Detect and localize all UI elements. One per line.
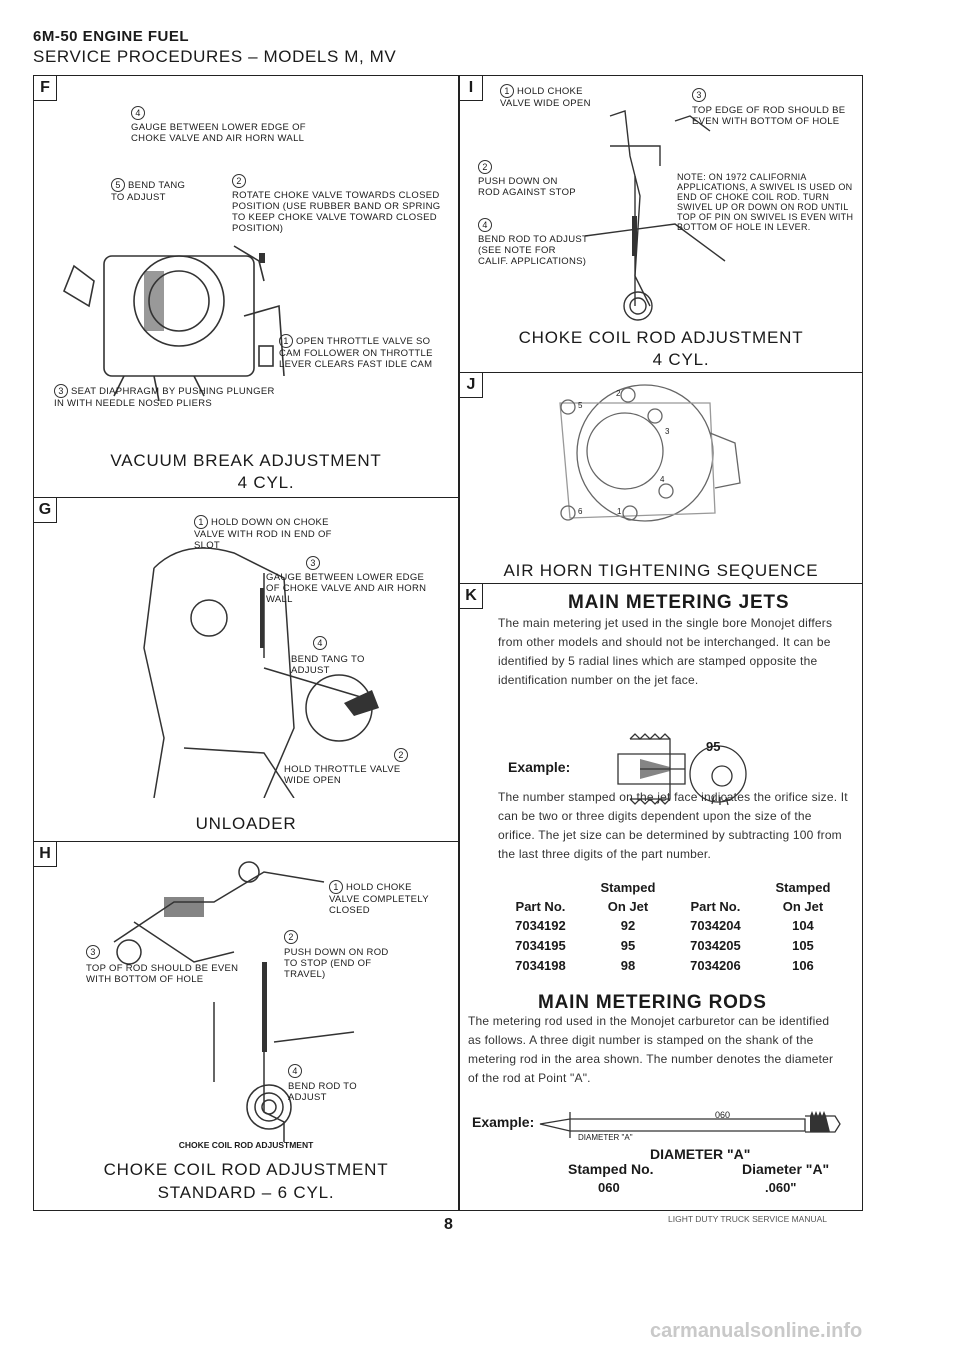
callout-f4: 4 GAUGE BETWEEN LOWER EDGE OF CHOKE VALVE AND AIR HORN WALL [131,108,306,144]
callout-h4: 4 BEND ROD TO ADJUST [288,1066,357,1103]
table-header-row-2 [498,895,848,914]
table-header [498,880,583,895]
screw-label-3: 3 [665,427,670,436]
main-metering-rods-title: MAIN METERING RODS [538,992,767,1013]
table-cell: 105 [792,938,814,953]
header-engine-fuel: 6M-50 ENGINE FUEL [33,28,190,45]
caption-vacuum-break: VACUUM BREAK ADJUSTMENT [110,451,382,470]
panel-j [459,372,863,584]
screw-label-6: 6 [578,507,583,516]
table-header: On Jet [782,899,824,914]
table-header: Stamped [600,880,656,895]
callout-h3: 3 TOP OF ROD SHOULD BE EVEN WITH BOTTOM OF HOLE [86,947,239,985]
panel-f [33,75,459,498]
header-service-procedures: SERVICE PROCEDURES – MODELS M, MV [33,47,397,66]
screw-label-1: 1 [617,507,622,516]
watermark: carmanualsonline.info [650,1320,863,1342]
table-header [673,880,758,895]
callout-i1: 1 HOLD CHOKE VALVE WIDE OPEN [500,86,591,109]
caption-standard-6cyl: STANDARD – 6 CYL. [157,1183,335,1202]
table-header: Part No. [690,899,741,914]
table-header: Part No. [515,899,566,914]
table-cell: 98 [620,958,636,973]
jets-paragraph-1: The main metering jet used in the single bore Monojet differs from other models and should not be interchanged. It can be identified by 5 radial lines which are stamped opposite the identification number on the jet face. [498,616,833,687]
rod-stamp-number: 060 [715,1110,731,1120]
rods-paragraph: The metering rod used in the Monojet carburetor can be identified as follows. A three digit number is stamped on the shank of the metering rod in the area shown. The number denotes the diameter of the rod at Point "A". [468,1014,834,1085]
manual-name: LIGHT DUTY TRUCK SERVICE MANUAL [668,1214,828,1224]
screw-label-2: 2 [616,389,621,398]
callout-g1: 1 HOLD DOWN ON CHOKE VALVE WITH ROD IN END OF SLOT [194,517,332,551]
panel-letter-k: K [460,584,483,609]
callout-g2: 2 HOLD THROTTLE VALVE WIDE OPEN [284,748,414,786]
callout-f2: 2 ROTATE CHOKE VALVE TOWARDS CLOSED POSITION (USE RUBBER BAND OR SPRING TO KEEP CHOKE VALVE TOWARD CLOSED POSITION) [232,176,441,234]
table-cell: 95 [620,938,636,953]
inner-label-choke-coil: CHOKE COIL ROD ADJUSTMENT [178,1140,314,1150]
callout-f3: 3 SEAT DIAPHRAGM BY PUSHING PLUNGER IN WITH NEEDLE NOSED PLIERS [54,386,275,409]
callout-h2: 2 PUSH DOWN ON ROD TO STOP (END OF TRAVEL) [284,932,389,980]
callout-i3: 3 TOP EDGE OF ROD SHOULD BE EVEN WITH BOTTOM OF HOLE [692,90,846,127]
air-horn-illustration [460,373,862,548]
table-header-row-1 [498,880,848,895]
panel-letter-i: I [460,76,483,101]
callout-i-note: NOTE: ON 1972 CALIFORNIA APPLICATIONS, A SWIVEL IS USED ON END OF CHOKE COIL ROD. TURN SWIVEL UP OR DOWN ON ROD UNTIL TOP OF PIN ON SWIVEL IS EVEN WITH BOTTOM OF HOLE IN LEVER. [677,172,854,232]
screw-label-4: 4 [660,475,665,484]
table-cell: 104 [792,918,814,933]
callout-f5: 5 BEND TANG TO ADJUST [111,180,186,203]
rod-diameter-label: DIAMETER "A" [578,1133,633,1142]
diameter-a-heading: DIAMETER "A" [650,1146,751,1162]
panel-g [33,497,459,842]
table-cell: 7034198 [515,958,566,973]
caption-4cyl-i: 4 CYL. [652,350,710,369]
caption-choke-coil-4cyl: CHOKE COIL ROD ADJUSTMENT [518,328,804,347]
caption-unloader: UNLOADER [195,814,297,833]
callout-g4: 4 BEND TANG TO ADJUST [291,638,365,676]
stamped-no-value: 060 [598,1180,620,1195]
table-cell: 7034206 [690,958,741,973]
caption-choke-coil-6cyl: CHOKE COIL ROD ADJUSTMENT [103,1160,389,1179]
panel-i [459,75,863,373]
panel-letter-j: J [460,373,483,398]
panel-letter-h: H [34,842,57,867]
table-cell: 7034195 [515,938,566,953]
jets-part-table [498,880,848,973]
table-header: Stamped [775,880,831,895]
table-cell: 106 [792,958,814,973]
panel-letter-f: F [34,76,57,101]
table-row [498,953,848,973]
jet-example-label: Example: [508,759,571,775]
callout-i4: 4 BEND ROD TO ADJUST (SEE NOTE FOR CALIF. APPLICATIONS) [478,220,588,267]
panel-h [33,841,459,1211]
table-cell: 7034192 [515,918,566,933]
callout-h1: 1 HOLD CHOKE VALVE COMPLETELY CLOSED [329,882,429,916]
table-row [498,914,848,933]
table-row [498,933,848,953]
stamped-no-label: Stamped No. [568,1161,654,1177]
table-cell: 7034204 [690,918,741,933]
screw-label-5: 5 [578,401,583,410]
rod-example-label: Example: [472,1114,535,1130]
table-cell: 92 [620,918,636,933]
panel-k [459,583,863,1211]
table-cell: 7034205 [690,938,741,953]
callout-i2: 2 PUSH DOWN ON ROD AGAINST STOP [478,162,576,198]
diameter-a-value: .060" [765,1180,797,1195]
panel-letter-g: G [34,498,57,523]
caption-4cyl-f: 4 CYL. [237,473,295,492]
callout-f1: 1 OPEN THROTTLE VALVE SO CAM FOLLOWER ON THROTTLE LEVER CLEARS FAST IDLE CAM [279,336,433,370]
caption-air-horn: AIR HORN TIGHTENING SEQUENCE [503,561,819,580]
jet-number: 95 [706,739,721,754]
main-metering-jets-title: MAIN METERING JETS [568,592,790,613]
page-number: 8 [444,1216,453,1233]
table-header: On Jet [607,899,649,914]
jets-paragraph-2: The number stamped on the jet face indicates the orifice size. It can be two or three digits dependent upon the size of the orifice. The jet size can be determined by subtracting 100 from the last three digits of the part number. [498,790,848,861]
diameter-a-label: Diameter "A" [742,1161,830,1177]
callout-g3: 3 GAUGE BETWEEN LOWER EDGE OF CHOKE VALVE AND AIR HORN WALL [266,558,427,605]
